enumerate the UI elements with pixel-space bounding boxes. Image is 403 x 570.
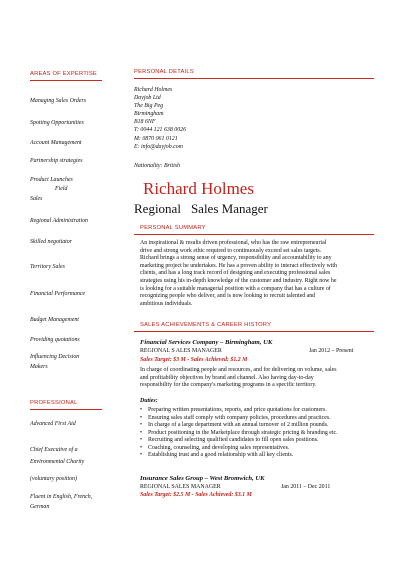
job1-sales-target: Sales Target: $3 M - Sales Achieved: $1.2 M xyxy=(140,357,248,363)
contact-email[interactable]: E: info@dayjob.com xyxy=(134,143,183,150)
resume-name: Richard Holmes xyxy=(143,179,254,198)
contact-postcode: B18 6NF xyxy=(134,119,156,126)
expertise-divider xyxy=(30,80,102,81)
expertise-item: Sales xyxy=(30,196,43,202)
summary-line: marketing project he undertakes. He has a proven ability to interact effectively with xyxy=(140,262,337,269)
expertise-item: Makers xyxy=(30,364,48,370)
duty-item: • In charge of a large department with an annual turnover of 2 million pounds. xyxy=(140,422,338,430)
title-word-regional: Regional xyxy=(134,201,181,216)
contact-address: The Big Peg xyxy=(134,103,164,110)
expertise-item: Regional Administration xyxy=(30,218,88,224)
duty-item: • Preparing written presentations, reports, and price quotations for customers. xyxy=(140,407,338,415)
job1-description xyxy=(140,367,337,390)
expertise-item: Spotting Opportunities xyxy=(30,120,84,126)
job2-dates: Jan 2011 – Dec 2011 xyxy=(281,484,331,490)
nationality: Nationality: British xyxy=(134,163,180,169)
expertise-item: Financial Performance xyxy=(30,291,86,297)
expertise-item: Influencing Decision xyxy=(30,354,80,360)
expertise-item: Budget Management xyxy=(30,317,79,323)
job1-duties-label: Duties: xyxy=(140,398,158,404)
contact-city: Birmingham xyxy=(134,111,164,118)
job2-company: Insurance Sales Group – West Bromwich, UK xyxy=(140,475,265,482)
job1-description-line: and profitability objectives by brand and channel. Also having day-to-day xyxy=(140,374,314,381)
professional-item: German xyxy=(30,504,50,510)
job1-company: Financial Services Company – Birmingham, UK xyxy=(140,339,273,346)
summary-line: is looking for a suitable managerial position with a company that has a culture of xyxy=(140,285,331,292)
job1-description-line: In charge of coordinating people and resources, and for delivering on volume, sales xyxy=(140,367,337,373)
expertise-item: Territory Sales xyxy=(30,264,65,270)
job1-role: REGIONAL S ALES MANAGER xyxy=(140,348,222,354)
job1-description-line: responsibility for the company's marketing programs in a specific territory. xyxy=(140,382,317,389)
contact-block xyxy=(134,86,186,151)
summary-line: Richard brings a strong sense of urgency, responsibility and accountability to any xyxy=(140,255,332,262)
expertise-item: Field xyxy=(55,186,68,192)
summary-divider xyxy=(134,234,374,235)
job2-role: REGIONAL SALES MANAGER xyxy=(140,484,221,490)
professional-item: Fluent in English, French, xyxy=(30,494,93,500)
summary-line: ambitious individuals. xyxy=(140,300,193,307)
duty-item: • Recruiting and selecting qualified candidates to fill open sales positions. xyxy=(140,437,338,445)
title-word-sales-manager: Sales Manager xyxy=(190,201,268,216)
duty-item: • Product positioning in the Marketplace through strategic pricing & branding etc. xyxy=(140,430,338,438)
summary-heading: PERSONAL SUMMARY xyxy=(140,225,206,231)
job2-sales-target: Sales Target: $2.5 M - Sales Achieved: $3.1 M xyxy=(140,492,252,498)
expertise-item: Providing quotations xyxy=(30,337,80,343)
expertise-item: Account Management xyxy=(30,140,82,146)
professional-divider xyxy=(30,409,102,410)
duty-item: • Establishing trust and a good relationship with all key clients. xyxy=(140,452,338,460)
job1-dates: Jan 2012 – Present xyxy=(309,348,354,354)
summary-line: drive and strong work ethic required to continuously exceed set sales targets. xyxy=(140,247,322,254)
expertise-item: Product Launches xyxy=(30,177,73,183)
professional-item: Environmental Charity xyxy=(30,459,85,465)
summary-text xyxy=(140,240,380,308)
contact-name: Richard Holmes xyxy=(134,87,173,93)
contact-company: Dayjob Ltd xyxy=(134,95,161,102)
duty-item: • Ensuring sales staff comply with company policies, procedures and practices. xyxy=(140,415,338,423)
professional-item: Chief Executive of a xyxy=(30,447,78,453)
professional-item: (voluntary position) xyxy=(30,476,77,482)
expertise-item: Skilled negotiator xyxy=(30,239,73,245)
summary-line: An inspirational & results driven professional, who has the raw entrepreneurial xyxy=(140,240,327,246)
summary-line: recognizing people who deliver, and is now looking to recruit talented and xyxy=(140,293,316,300)
career-divider xyxy=(134,331,374,332)
expertise-item: Partnership strategies xyxy=(30,158,83,164)
career-heading: SALES ACHIEVEMENTS & CAREER HISTORY xyxy=(140,322,272,328)
resume-title xyxy=(134,201,268,217)
personal-heading: PERSONAL DETAILS xyxy=(134,69,194,75)
professional-item: Advanced First Aid xyxy=(30,421,76,427)
personal-divider xyxy=(134,78,374,79)
summary-line: strategies using his in-depth knowledge of the customer and industry. Right now he xyxy=(140,277,337,284)
duty-item: • Coaching, counseling, and developing sales representatives. xyxy=(140,445,338,453)
contact-phone: T: 0044 121 638 0026 xyxy=(134,127,187,134)
summary-line: clients, and has a long track record of designing and executing professional sales xyxy=(140,270,331,277)
expertise-heading: AREAS OF EXPERTISE xyxy=(30,71,97,77)
professional-heading: PROFESSIONAL xyxy=(30,400,78,406)
contact-mobile: M: 0870 061 0121 xyxy=(134,135,178,142)
job1-duties-list xyxy=(140,407,338,460)
expertise-item: Managing Sales Orders xyxy=(30,98,87,104)
